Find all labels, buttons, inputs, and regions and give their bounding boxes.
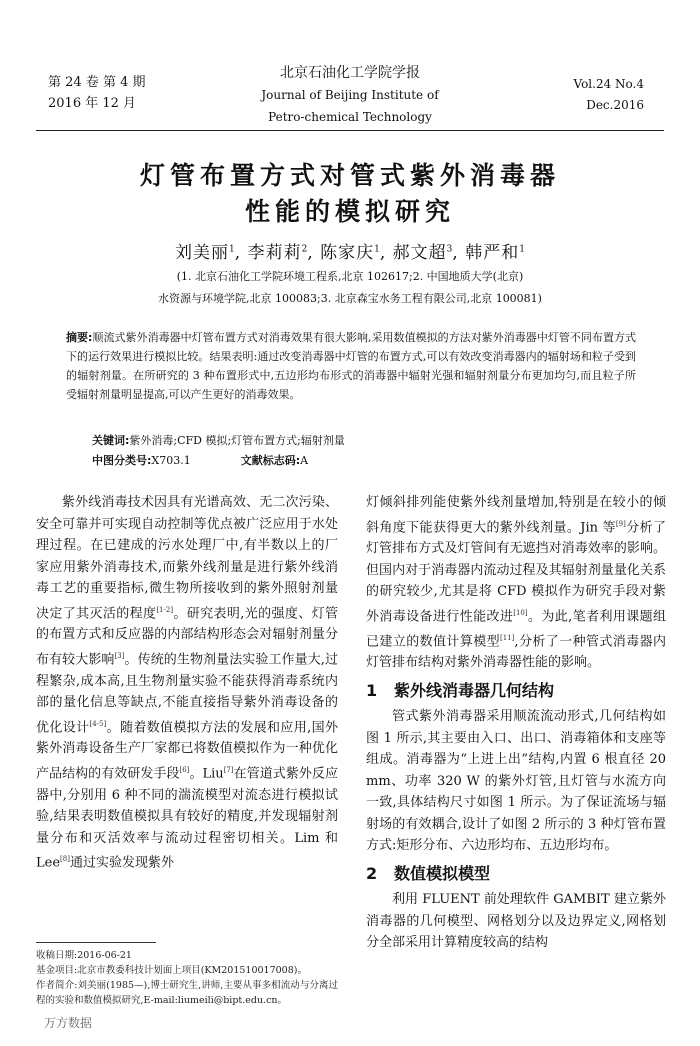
header-divider [36, 130, 664, 131]
affiliations [0, 266, 700, 310]
intro-paragraph [36, 492, 338, 874]
author-affil-mark: 1 [519, 244, 525, 255]
citation-link[interactable]: [1-2] [156, 605, 174, 614]
citation-link[interactable]: [3] [114, 651, 125, 660]
paper-title [0, 158, 700, 230]
issue-date: 2016 年 12 月 [48, 96, 137, 111]
doc-code-label: 文献标志码: [240, 454, 301, 467]
abstract-label: 摘要: [66, 331, 93, 344]
section-title: 数值模拟模型 [394, 863, 491, 883]
citation-link[interactable]: [9] [615, 519, 626, 528]
keywords-text: 紫外消毒;CFD 模拟;灯管布置方式;辐射剂量 [129, 434, 345, 447]
citation-link[interactable]: [8] [60, 855, 70, 864]
author-bio: 作者简介:刘美丽(1985—),博士研究生,讲师,主要从事多相流动与分离过程的实验和数值模拟研究,E-mail:liumeili@bipt.edu.cn。 [36, 980, 338, 1006]
journal-name-en-1: Journal of Beijing Institute of [261, 88, 439, 102]
section-2-paragraph: 利用 FLUENT 前处理软件 GAMBIT 建立紫外消毒器的几何模型、网格划分以及边界定义,网格划分全部采用计算精度较高的结构 [366, 892, 666, 951]
author-list [0, 238, 700, 263]
citation-link[interactable]: [6] [179, 765, 190, 774]
text-run: 。传统的生物剂量法实验工作量大,过程繁杂,成本高,且生物剂量实验不能获得消毒系统内部的量化信息等缺点,不能直接指导紫外消毒设备的优化设计 [36, 652, 338, 735]
issue-info [48, 72, 145, 114]
author-affil-mark: 1 [229, 244, 235, 255]
volume-issue: 第 24 卷 第 4 期 [48, 75, 146, 90]
section-number: 1 [366, 680, 378, 700]
author-name: 郝文超 [392, 243, 447, 263]
author-separator: , [307, 243, 314, 263]
citation-link[interactable]: [11] [500, 633, 515, 642]
citation-link[interactable]: [7] [223, 765, 234, 774]
section-heading-2 [366, 863, 666, 885]
text-run: 分析了灯管排布方式及灯管间有无遮挡对消毒效率的影响。但国内对于消毒器内流动过程及其辐射剂量量化关系的研究较少,尤其是将 CFD 模拟作为研究手段对紫外消毒设备进行性能改进 [366, 519, 666, 625]
doc-code-value: A [300, 454, 309, 467]
author-affil-mark: 1 [374, 244, 380, 255]
body-column-right [366, 492, 666, 954]
author-name: 陈家庆 [320, 243, 375, 263]
fund-project: 基金项目:北京市教委科技计划面上项目(KM201510017008)。 [36, 965, 307, 976]
author-name: 李莉莉 [247, 243, 302, 263]
text-run: 在管道式紫外反应器中,分别用 6 种不同的湍流模型对流态进行模拟试验,结果表明数值模拟具有较好的精度,并发现辐射剂量分布和灭活效率与流动过程密切相关。Lim 和 Lee [36, 766, 338, 871]
section-title: 紫外线消毒器几何结构 [394, 680, 555, 700]
abstract-text: 顺流式紫外消毒器中灯管布置方式对消毒效果有很大影响,采用数值模拟的方法对紫外消毒器中灯管不同布置方式下的运行效果进行模拟比较。结果表明:通过改变消毒器中灯管的布置方式,可以有效改变消毒器内的辐射场和粒子受到的辐射剂量。在所研究的 3 种布置形式中,五边形均布形式的消毒器中辐射光强和辐射剂量分布更加均匀,而且粒子所受辐射剂量明显提高,可以产生更好的消毒效果。 [66, 331, 636, 401]
affiliation-line-2: 水资源与环境学院,北京 100083;3. 北京森宝水务工程有限公司,北京 100081) [158, 292, 542, 305]
author-affil-mark: 2 [301, 244, 308, 255]
title-line-2: 性能的模拟研究 [244, 197, 455, 226]
author-affil-mark: 3 [446, 244, 453, 255]
abstract [66, 328, 636, 404]
footnote-divider [36, 942, 156, 943]
author-separator: , [452, 243, 459, 263]
text-run: 。Liu [189, 766, 224, 782]
author-separator: , [379, 243, 387, 263]
body-column-left [36, 492, 338, 874]
text-run: 紫外线消毒技术因具有光谱高效、无二次污染、安全可靠并可实现自动控制等优点被广泛应用于水处理过程。在已建成的污水处理厂中,有半数以上的厂家应用紫外消毒技术,而紫外线剂量是进行紫外线消毒工艺的重要指标,微生物所接收到的紫外照射剂量决定了其灭活的程度 [36, 495, 338, 621]
footnotes [36, 948, 338, 1008]
text-run: 。为此,笔者利用课题组已建立的数值计算模型 [366, 609, 666, 649]
text-run: 。研究表明,光的强度、灯管的布置方式和反应器的内部结构形态会对辐射剂量分布有较大影响 [36, 605, 338, 668]
keywords [92, 432, 345, 448]
clc-label: 中图分类号: [92, 454, 152, 467]
clc-value: X703.1 [151, 454, 191, 467]
issue-date-en: Dec.2016 [586, 98, 644, 112]
author-separator: , [234, 243, 242, 263]
intro-paragraph-continued [366, 492, 666, 674]
author-name: 韩严和 [465, 243, 520, 263]
title-line-1: 灯管布置方式对管式紫外消毒器 [139, 161, 560, 190]
text-run: 通过实验发现紫外 [69, 855, 174, 871]
text-run: 。随着数值模拟方法的发展和应用,国外紫外消毒设备生产厂家都已将数值模拟作为一种优化产品结构的有效研发手段 [36, 719, 338, 782]
received-date: 收稿日期:2016-06-21 [36, 950, 132, 961]
issue-info-en [574, 74, 645, 116]
journal-name-en-2: Petro-chemical Technology [268, 110, 432, 124]
keywords-label: 关键词: [92, 434, 130, 447]
author-name: 刘美丽 [175, 243, 230, 263]
volume-issue-en: Vol.24 No.4 [573, 77, 644, 91]
text-run: 灯倾斜排列能使紫外线剂量增加,特别是在较小的倾斜角度下能获得更大的紫外线剂量。Jin 等 [366, 495, 666, 535]
text-run: ,分析了一种管式消毒器内灯管排布结构对紫外消毒器性能的影响。 [366, 633, 666, 671]
classification [92, 452, 308, 468]
section-1-paragraph: 管式紫外消毒器采用顺流流动形式,几何结构如图 1 所示,其主要由入口、出口、消毒箱体和支座等组成。消毒器为“上进上出”结构,内置 6 根直径 20 mm、功率 320 W 的紫外灯管,且灯管与水流方向一致,具体结构尺寸如图 1 所示。为了保证流场与辐射场的有效耦合,设计了如图 2 所示的 3 种灯管布置方式:矩形分布、六边形均布、五边形均布。 [366, 709, 666, 854]
section-number: 2 [366, 863, 378, 883]
citation-link[interactable]: [10] [513, 608, 528, 617]
journal-name-cn: 北京石油化工学院学报 [280, 65, 420, 81]
affiliation-line-1: (1. 北京石油化工学院环境工程系,北京 102617;2. 中国地质大学(北京) [176, 270, 524, 283]
journal-name [230, 62, 470, 128]
watermark-logo: 万方数据 [44, 1016, 93, 1030]
section-heading-1 [366, 680, 666, 702]
citation-link[interactable]: [4-5] [89, 719, 107, 728]
